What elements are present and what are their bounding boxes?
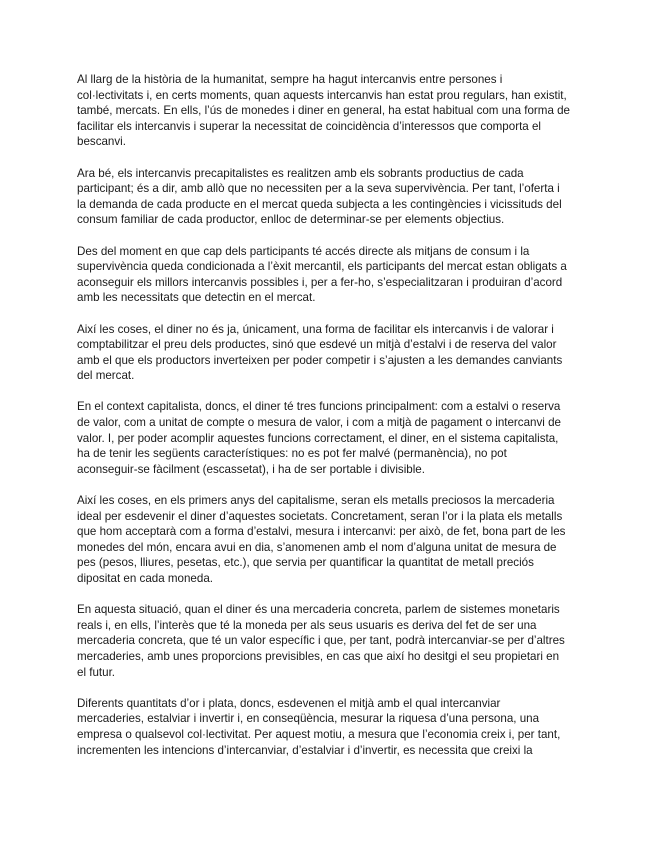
- paragraph: [77, 602, 577, 680]
- text-line: de valor, com a unitat de compte o mesura de valor, i com a mitjà de pagament o intercanvi de: [77, 416, 561, 430]
- paragraph: [77, 322, 577, 384]
- text-line: del mercat.: [77, 369, 135, 383]
- text-line: mercaderies, amb unes proporcions previsibles, en cas que així ho desitgi el seu propietari en: [77, 649, 560, 663]
- text-line: amb les necessitats que detectin en el mercat.: [77, 291, 316, 305]
- text-line: Així les coses, el diner no és ja, únicament, una forma de facilitar els intercanvis i de valorar i: [77, 322, 554, 336]
- text-line: aconseguir els millors intercanvis possibles i, per a fer-ho, s’especialitzaran i produiran d’acord: [77, 275, 563, 289]
- text-line: consum familiar de cada productor, enlloc de determinar-se per elements objectius.: [77, 213, 505, 227]
- text-line: mercaderia concreta, que té un valor específic i que, per tant, podrà intercanviar-se per d’altres: [77, 634, 565, 648]
- text-line: facilitar els intercanvis i superar la necessitat de coincidència d’interessos que comporta el: [77, 119, 541, 133]
- text-line: bescanvi.: [77, 135, 126, 149]
- text-line: aconseguir-se fàcilment (escassetat), i ha de ser portable i divisible.: [77, 462, 425, 476]
- text-line: col·lectivitats i, en certs moments, quan aquests intercanvis han estat prou regulars, han existit,: [77, 88, 567, 102]
- text-line: participant; és a dir, amb allò que no necessiten per a la seva supervivència. Per tant, l’oferta i: [77, 182, 560, 196]
- text-line: dipositat en cada moneda.: [77, 572, 214, 585]
- text-line: reals i, en ells, l’interès que té la moneda per als seus usuaris es deriva del fet de ser una: [77, 618, 537, 632]
- text-line: el futur.: [77, 665, 116, 679]
- text-line: pes (pesos, lliures, pesetas, etc.), que servia per quantificar la quantitat de metall preciós: [77, 556, 534, 570]
- text-line: valor. I, per poder acomplir aquestes funcions correctament, el diner, en el sistema capitalista,: [77, 431, 559, 445]
- text-line: En el context capitalista, doncs, el diner té tres funcions principalment: com a estalvi o reserva: [77, 400, 561, 414]
- text-line: Des del moment en que cap dels participants té accés directe als mitjans de consum i la: [77, 244, 530, 258]
- text-line: Diferents quantitats d’or i plata, doncs, esdevenen el mitjà amb el qual intercanviar: [77, 696, 501, 710]
- text-line: ha de tenir les següents característiques: no es pot fer malvé (permanència), no pot: [77, 447, 507, 461]
- paragraph: [77, 166, 577, 228]
- body-text: [77, 72, 577, 774]
- text-line: comptabilitzar el preu dels productes, sinó que esdevé un mitjà d’estalvi i de reserva del valor: [77, 338, 557, 352]
- text-line: En aquesta situació, quan el diner és una mercaderia concreta, parlem de sistemes monetaris: [77, 603, 560, 617]
- paragraph: [77, 244, 577, 306]
- text-line: ideal per esdevenir el diner d’aquestes societats. Concretament, seran l’or i la plata els metalls: [77, 509, 563, 523]
- text-line: amb el que els productors inverteixen per poder competir i s’ajusten a les demandes canviants: [77, 353, 563, 367]
- text-line: monedes del món, encara avui en dia, s’anomenen amb el nom d’alguna unitat de mesura de: [77, 540, 557, 554]
- paragraph: [77, 696, 577, 758]
- text-line: mercaderies, estalviar i invertir i, en conseqüència, mesurar la riquesa d’una persona, una: [77, 712, 540, 726]
- text-line: la demanda de cada producte en el mercat queda subjecta a les contingències i vicissituds del: [77, 197, 562, 211]
- text-line: Així les coses, en els primers anys del capitalisme, seran els metalls preciosos la mercaderia: [77, 494, 555, 508]
- text-line: incrementen les intencions d’intercanviar, d’estalviar i d’invertir, es necessita que creixi la: [77, 743, 533, 757]
- paragraph: [77, 72, 577, 150]
- text-line: supervivència queda condicionada a l’èxit mercantil, els participants del mercat estan obligats a: [77, 260, 567, 274]
- paragraph: [77, 399, 577, 477]
- paragraph: [77, 493, 577, 587]
- text-line: que hom acceptarà com a forma d’estalvi, mesura i intercanvi: per això, de fet, bona part de les: [77, 525, 566, 539]
- text-line: Al llarg de la història de la humanitat, sempre ha hagut intercanvis entre persones i: [77, 73, 503, 86]
- text-line: també, mercats. En ells, l’ús de monedes i diner en general, ha estat habitual com una forma de: [77, 104, 571, 118]
- text-line: Ara bé, els intercanvis precapitalistes es realitzen amb els sobrants productius de cada: [77, 166, 524, 180]
- text-line: empresa o qualsevol col·lectivitat. Per aquest motiu, a mesura que l’economia creix i, per tant,: [77, 727, 561, 741]
